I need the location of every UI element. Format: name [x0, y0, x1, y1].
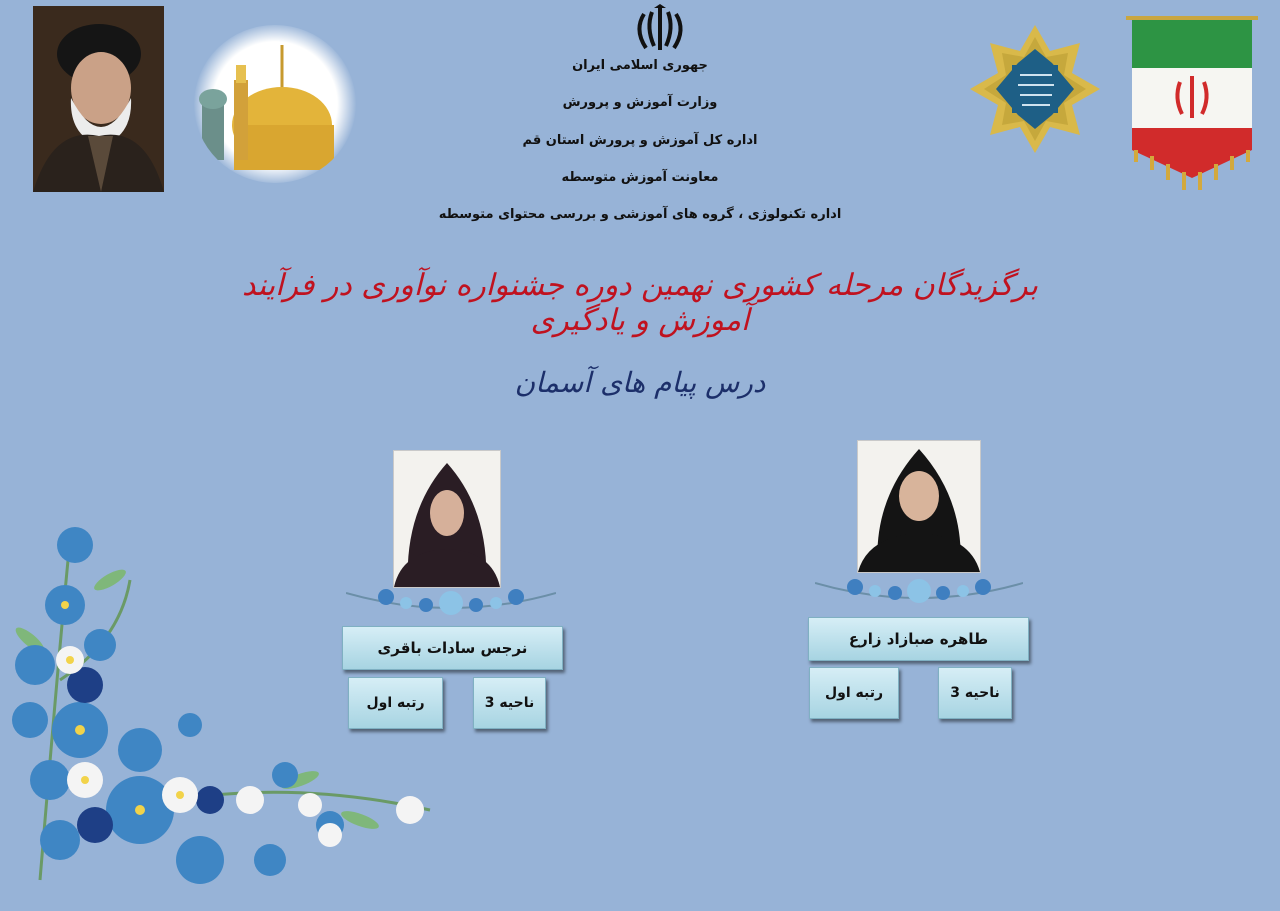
- winner-photo: [857, 440, 981, 573]
- shrine-dome-image: [194, 25, 356, 183]
- winner-name: طاهره صبازاد زارع: [808, 617, 1029, 661]
- flower-corner-decoration: [0, 520, 440, 900]
- department-star-logo: [968, 23, 1102, 155]
- header-country: جهوری اسلامی ایران: [572, 58, 708, 73]
- iran-emblem-icon: [630, 4, 690, 54]
- winner-name: نرجس سادات باقری: [342, 626, 563, 670]
- header-department: اداره تکنولوژی ، گروه های آموزشی و بررسی محتوای متوسطه: [438, 207, 842, 222]
- leader-portrait: [33, 6, 164, 192]
- header-ministry: وزارت آموزش و پرورش: [562, 95, 718, 110]
- page-title: برگزیدگان مرحله کشوری نهمین دوره جشنواره نوآوری در فرآیند آموزش و یادگیری: [242, 268, 1038, 338]
- winner-rank: رتبه اول: [809, 667, 899, 719]
- iran-flag-banner: [1122, 10, 1262, 205]
- header-province-office: اداره کل آموزش و پرورش استان قم: [522, 133, 758, 148]
- winner-district: ناحیه 3: [938, 667, 1012, 719]
- floral-decoration: [815, 563, 1023, 611]
- header-deputy: معاونت آموزش متوسطه: [561, 170, 719, 185]
- winner-district: ناحیه 3: [473, 677, 546, 729]
- winner-rank: رتبه اول: [348, 677, 443, 729]
- subject-title: درس پیام های آسمان: [514, 366, 766, 399]
